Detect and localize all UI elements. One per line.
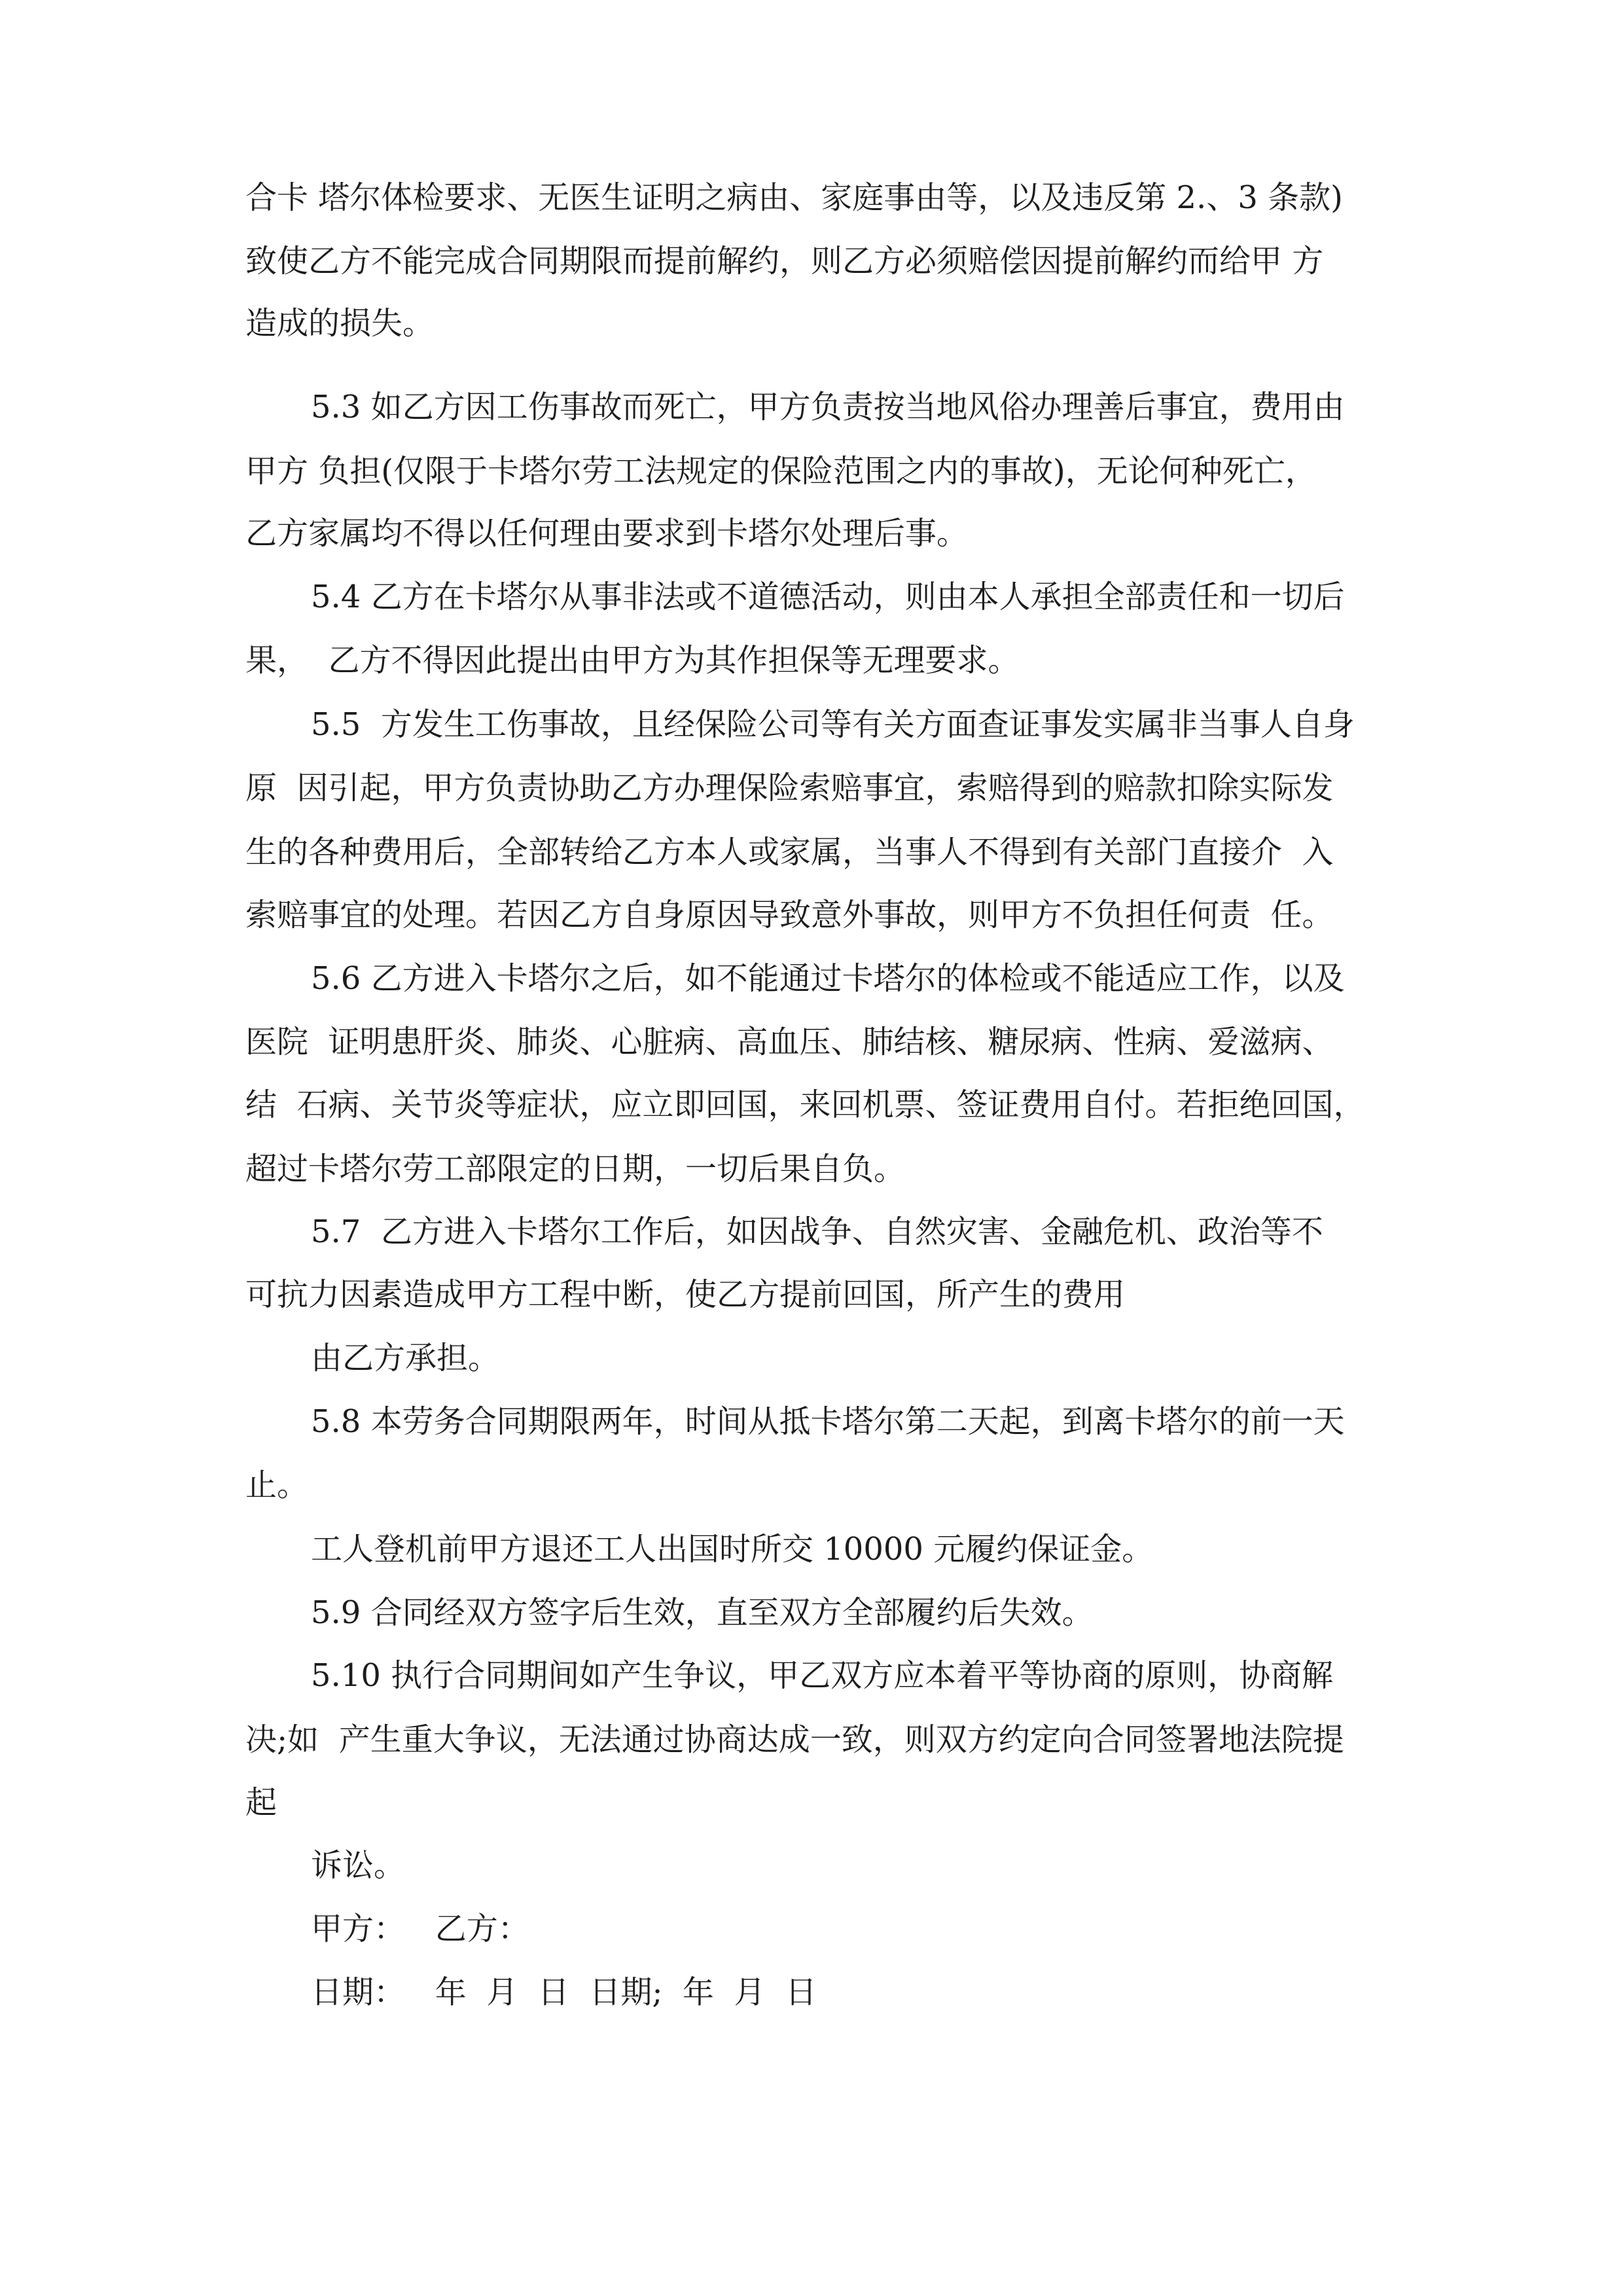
signature-parties: 甲方： 乙方：	[311, 1910, 529, 1947]
text-line: 医院 证明患肝炎、肺炎、心脏病、高血压、肺结核、糖尿病、性病、爱滋病、	[245, 1024, 1334, 1060]
signature-dates: 日期： 年 月 日 日期; 年 月 日	[311, 1974, 817, 2011]
clause-5-4: 5.4 乙方在卡塔尔从事非法或不道德活动，则由本人承担全部责任和一切后	[311, 579, 1345, 615]
text-line: 超过卡塔尔劳工部限定的日期，一切后果自负。	[245, 1151, 906, 1187]
text-line: 果， 乙方不得因此提出由甲方为其作担保等无理要求。	[245, 642, 1020, 679]
text-line: 甲方 负担(仅限于卡塔尔劳工法规定的保险范围之内的事故)，无论何种死亡，	[245, 453, 1317, 490]
text-line: 致使乙方不能完成合同期限而提前解约，则乙方必须赔偿因提前解约而给甲 方	[245, 243, 1324, 279]
text-line: 造成的损失。	[245, 305, 435, 342]
clause-5-9: 5.9 合同经双方签字后生效，直至双方全部履约后失效。	[311, 1594, 1094, 1631]
clause-5-8: 5.8 本劳务合同期限两年，时间从抵卡塔尔第二天起，到离卡塔尔的前一天	[311, 1403, 1345, 1440]
clause-5-3: 5.3 如乙方因工伤事故而死亡，甲方负责按当地风俗办理善后事宜，费用由	[311, 389, 1345, 425]
clause-5-10: 5.10 执行合同期间如产生争议，甲乙双方应本着平等协商的原则，协商解	[311, 1657, 1334, 1694]
text-line: 乙方家属均不得以任何理由要求到卡塔尔处理后事。	[245, 515, 969, 552]
clause-5-7: 5.7 乙方进入卡塔尔工作后，如因战争、自然灾害、金融危机、政治等不	[311, 1213, 1323, 1250]
text-line: 由乙方承担。	[311, 1340, 500, 1376]
text-line: 可抗力因素造成甲方工程中断，使乙方提前回国，所产生的费用	[245, 1276, 1126, 1313]
clause-5-6: 5.6 乙方进入卡塔尔之后，如不能通过卡塔尔的体检或不能适应工作，以及	[311, 960, 1345, 997]
text-line: 原 因引起，甲方负责协助乙方办理保险索赔事宜，索赔得到的赔款扣除实际发	[245, 770, 1334, 806]
text-line: 合卡 塔尔体检要求、无医生证明之病由、家庭事由等，以及违反第 2.、3 条款)	[245, 179, 1343, 216]
text-line: 索赔事宜的处理。若因乙方自身原因导致意外事故，则甲方不负担任何责 任。	[245, 897, 1334, 933]
text-line: 决;如 产生重大争议，无法通过协商达成一致，则双方约定向合同签署地法院提	[245, 1721, 1344, 1758]
text-line: 诉讼。	[311, 1847, 406, 1884]
deposit-refund-line: 工人登机前甲方退还工人出国时所交 10000 元履约保证金。	[311, 1531, 1154, 1568]
text-line: 结 石病、关节炎等症状，应立即回国，来回机票、签证费用自付。若拒绝回国，	[245, 1086, 1365, 1123]
clause-5-5: 5.5 方发生工伤事故，且经保险公司等有关方面查证事发实属非当事人自身	[311, 706, 1355, 743]
text-line: 止。	[245, 1467, 309, 1503]
text-line: 生的各种费用后，全部转给乙方本人或家属，当事人不得到有关部门直接介 入	[245, 834, 1334, 870]
text-line: 起	[245, 1784, 277, 1821]
